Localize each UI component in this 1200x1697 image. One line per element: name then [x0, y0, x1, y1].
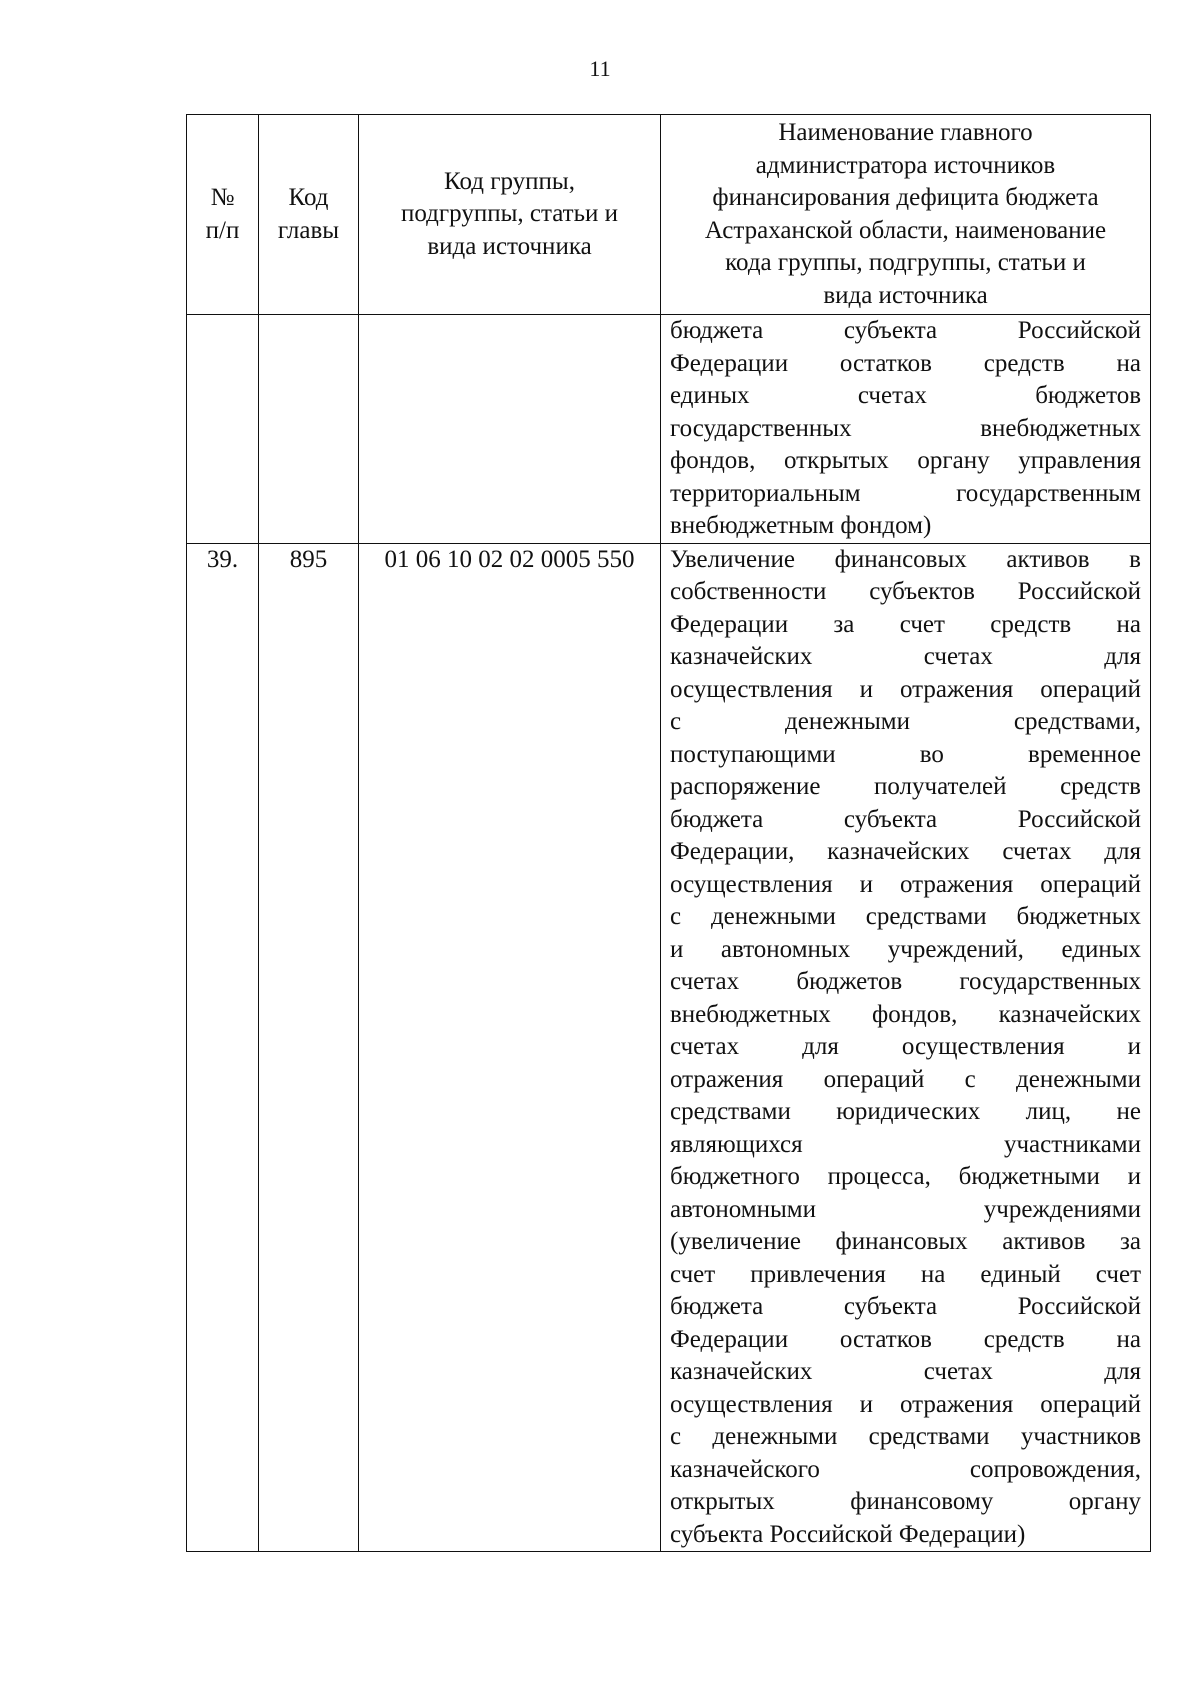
- description-line: Федерации остатков средств на: [670, 349, 1141, 377]
- description-line: субъекта Российской Федерации): [670, 1520, 1026, 1548]
- description-line: Федерации, казначейских счетах для: [670, 838, 1141, 865]
- header-chapter-code: [259, 115, 359, 315]
- description-cell: [661, 543, 1151, 1552]
- header-line: №: [210, 184, 235, 211]
- table-row: [187, 315, 1151, 544]
- group-code-cell: [359, 315, 661, 544]
- description-line: поступающими во временное: [670, 740, 1141, 768]
- chapter-code-cell: [259, 315, 359, 544]
- description-line: собственности субъектов Российской: [670, 578, 1141, 605]
- header-line: Астраханской области, наименование: [704, 216, 1107, 244]
- description-line: казначейских счетах для: [670, 643, 1141, 670]
- row-number-cell: [187, 315, 259, 544]
- header-line: администратора источников: [755, 151, 1056, 179]
- description-line: с денежными средствами участников: [670, 1423, 1141, 1450]
- header-line: Код: [288, 184, 329, 211]
- header-line: подгруппы, статьи и: [401, 200, 618, 228]
- header-line: Код группы,: [444, 167, 575, 195]
- header-line: Наименование главного: [778, 119, 1033, 146]
- description-line: отражения операций с денежными: [670, 1065, 1141, 1093]
- description-line: с денежными средствами,: [670, 708, 1141, 735]
- description-line: счет привлечения на единый счет: [670, 1260, 1141, 1288]
- table-body: [187, 315, 1151, 1552]
- description-line: автономными учреждениями: [670, 1195, 1141, 1223]
- description-line: единых счетах бюджетов: [670, 382, 1141, 409]
- description-line: Федерации остатков средств на: [670, 1325, 1141, 1353]
- description-line: казначейского сопровождения,: [670, 1455, 1141, 1483]
- description-line: бюджетного процесса, бюджетными и: [670, 1163, 1141, 1190]
- description-line: осуществления и отражения операций: [670, 870, 1141, 898]
- description-line: открытых финансовому органу: [670, 1488, 1141, 1515]
- header-line: вида источника: [823, 281, 988, 309]
- description-line: казначейских счетах для: [670, 1358, 1141, 1385]
- description-line: государственных внебюджетных: [670, 414, 1141, 442]
- description-line: и автономных учреждений, единых: [670, 935, 1141, 963]
- description-line: территориальным государственным: [670, 479, 1141, 507]
- row-number-cell: 39.: [187, 543, 259, 1552]
- description-line: бюджета субъекта Российской: [670, 1293, 1141, 1320]
- header-line: кода группы, подгруппы, статьи и: [725, 249, 1086, 276]
- page-number: 11: [589, 56, 611, 81]
- description-line: распоряжение получателей средств: [670, 773, 1141, 800]
- description-line: бюджета субъекта Российской: [670, 317, 1141, 344]
- header-line: вида источника: [427, 232, 592, 260]
- description-line: фондов, открытых органу управления: [670, 447, 1141, 474]
- header-group-code: [359, 115, 661, 315]
- table-row: [187, 543, 1151, 1552]
- header-name: [661, 115, 1151, 315]
- description-line: счетах для осуществления и: [670, 1033, 1141, 1060]
- description-line: осуществления и отражения операций: [670, 675, 1141, 703]
- description-line: с денежными средствами бюджетных: [670, 903, 1141, 930]
- description-line: Увеличение финансовых активов в: [670, 545, 1141, 573]
- description-line: являющихся участниками: [670, 1130, 1141, 1158]
- description-line: (увеличение финансовых активов за: [670, 1228, 1141, 1255]
- header-line: главы: [277, 216, 340, 244]
- header-line: финансирования дефицита бюджета: [712, 184, 1099, 211]
- group-code-cell: 01 06 10 02 02 0005 550: [359, 543, 661, 1552]
- description-line: внебюджетным фондом): [670, 512, 932, 539]
- header-line: п/п: [205, 216, 240, 244]
- header-number: [187, 115, 259, 315]
- chapter-code-cell: 895: [259, 543, 359, 1552]
- description-line: Федерации за счет средств на: [670, 610, 1141, 638]
- description-line: счетах бюджетов государственных: [670, 968, 1141, 995]
- description-line: осуществления и отражения операций: [670, 1390, 1141, 1418]
- description-line: бюджета субъекта Российской: [670, 805, 1141, 833]
- sources-table: [186, 114, 1151, 1552]
- description-line: внебюджетных фондов, казначейских: [670, 1000, 1141, 1028]
- description-cell: [661, 315, 1151, 544]
- table-header-row: [187, 115, 1151, 315]
- description-line: средствами юридических лиц, не: [670, 1098, 1141, 1125]
